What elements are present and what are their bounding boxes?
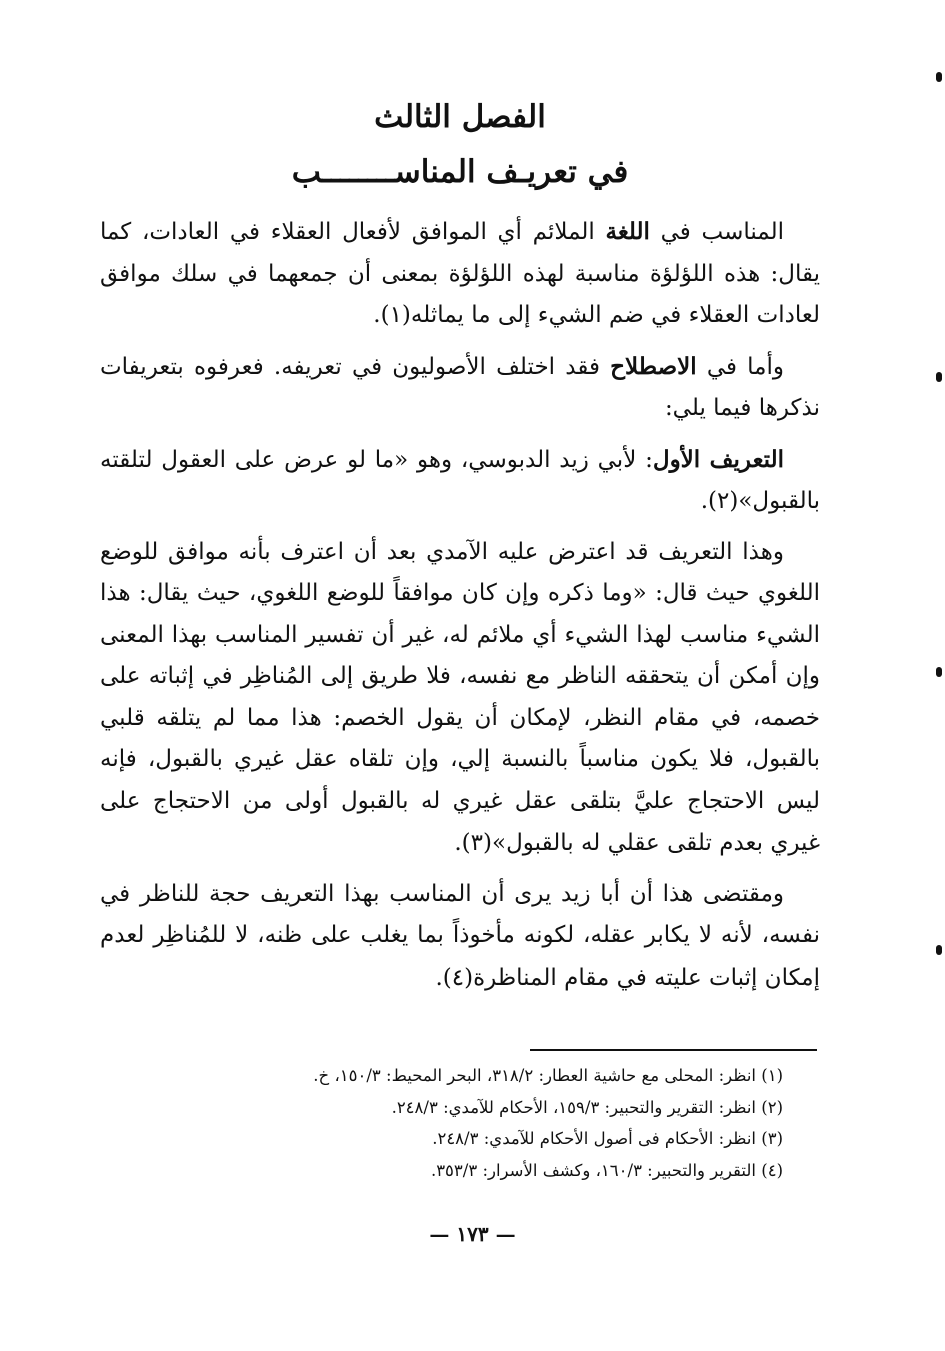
scan-margin-mark [936,667,942,677]
paragraph-conclusion [100,874,820,1000]
footnote: (٢) انظر: التقرير والتحبير: ١٥٩/٣، الأحكام للآمدي: ٢٤٨/٣. [391,1097,783,1117]
paragraph-text: وأما في [696,353,784,380]
chapter-title: الفصل الثالث [374,99,546,135]
paragraph-text: : لأبي زيد الدبوسي، وهو «ما لو عرض على العقول لتلقته بالقبول»(٢). [100,446,820,514]
footnote: (٣) انظر: الأحكام فى أصول الأحكام للآمدي: ٢٤٨/٣. [432,1129,783,1148]
footnote-divider [530,1049,817,1051]
paragraph-text: الملائم أي الموافق لأفعال العقلاء في العادات، كما يقال: هذه اللؤلؤة مناسبة لهذه اللؤلؤة بمعنى أن جمعهما في سلك موافق لعادات العقلاء في ضم الشيء إلى ما يماثله(١). [100,219,820,328]
paragraph-text: وهذا التعريف قد اعترض عليه الآمدي بعد أن اعترف بأنه موافق للوضع اللغوي حيث قال: «وما ذكره وإن كان موافقاً للوضع اللغوي، حيث يقال: هذا الشيء مناسب لهذا الشيء أي ملائم له، غير أن تفسير المناسب بهذا المعنى وإن أمكن أن يتحققه الناظر مع نفسه، فلا طريق إلى المُناظِر في إثباته على خصمه، في مقام النظر، لإمكان أن يقول الخصم: هذا مما لم يتلقه قلبي بالقبول، فلا يكون مناسباً بالنسبة إلي، وإن تلقاه عقل غيري بالقبول، فإنه ليس الاحتجاج عليَّ بتلقى عقل غيري له بالقبول أولى من الاحتجاج على غيري بعدم تلقى عقلي له بالقبول»(٣). [100,538,820,856]
page-body [100,95,820,1008]
footnote: (٤) التقرير والتحبير: ١٦٠/٣، وكشف الأسرار: ٣٥٣/٣. [430,1160,783,1180]
footnotes [163,1060,783,1186]
paragraph-amidi-objection [100,532,820,865]
page-number: — ١٧٣ — [429,1222,516,1246]
bold-term: الاصطلاح [610,352,697,380]
bold-term: التعريف الأول [652,445,785,473]
paragraph-text: فقد اختلف الأصوليون في تعريفه. فعرفوه بتعريفات نذكرها فيما يلي: [100,353,820,421]
section-subtitle: في تعريـف المناســــــــب [291,154,629,190]
paragraph-linguistic [100,211,820,337]
paragraph-first-definition [100,439,820,523]
paragraph-text: ومقتضى هذا أن أبا زيد يرى أن المناسب بهذا التعريف حجة للناظر في نفسه، لأنه لا يكابر عقله، لكونه مأخوذاً بما يغلب على ظنه، لا للمُناظِر لعدم إمكان إثبات عليته في مقام المناظرة(٤). [100,880,820,991]
scan-margin-mark [936,372,942,382]
footnote: (١) انظر: المحلى مع حاشية العطار: ٣١٨/٢، البحر المحيط: ١٥٠/٣، خ. [313,1066,783,1085]
scan-margin-mark [936,72,942,82]
bold-term: اللغة [605,218,650,245]
paragraph-text: المناسب في [649,219,784,245]
paragraph-terminological [100,346,820,430]
scan-margin-mark [936,945,942,955]
